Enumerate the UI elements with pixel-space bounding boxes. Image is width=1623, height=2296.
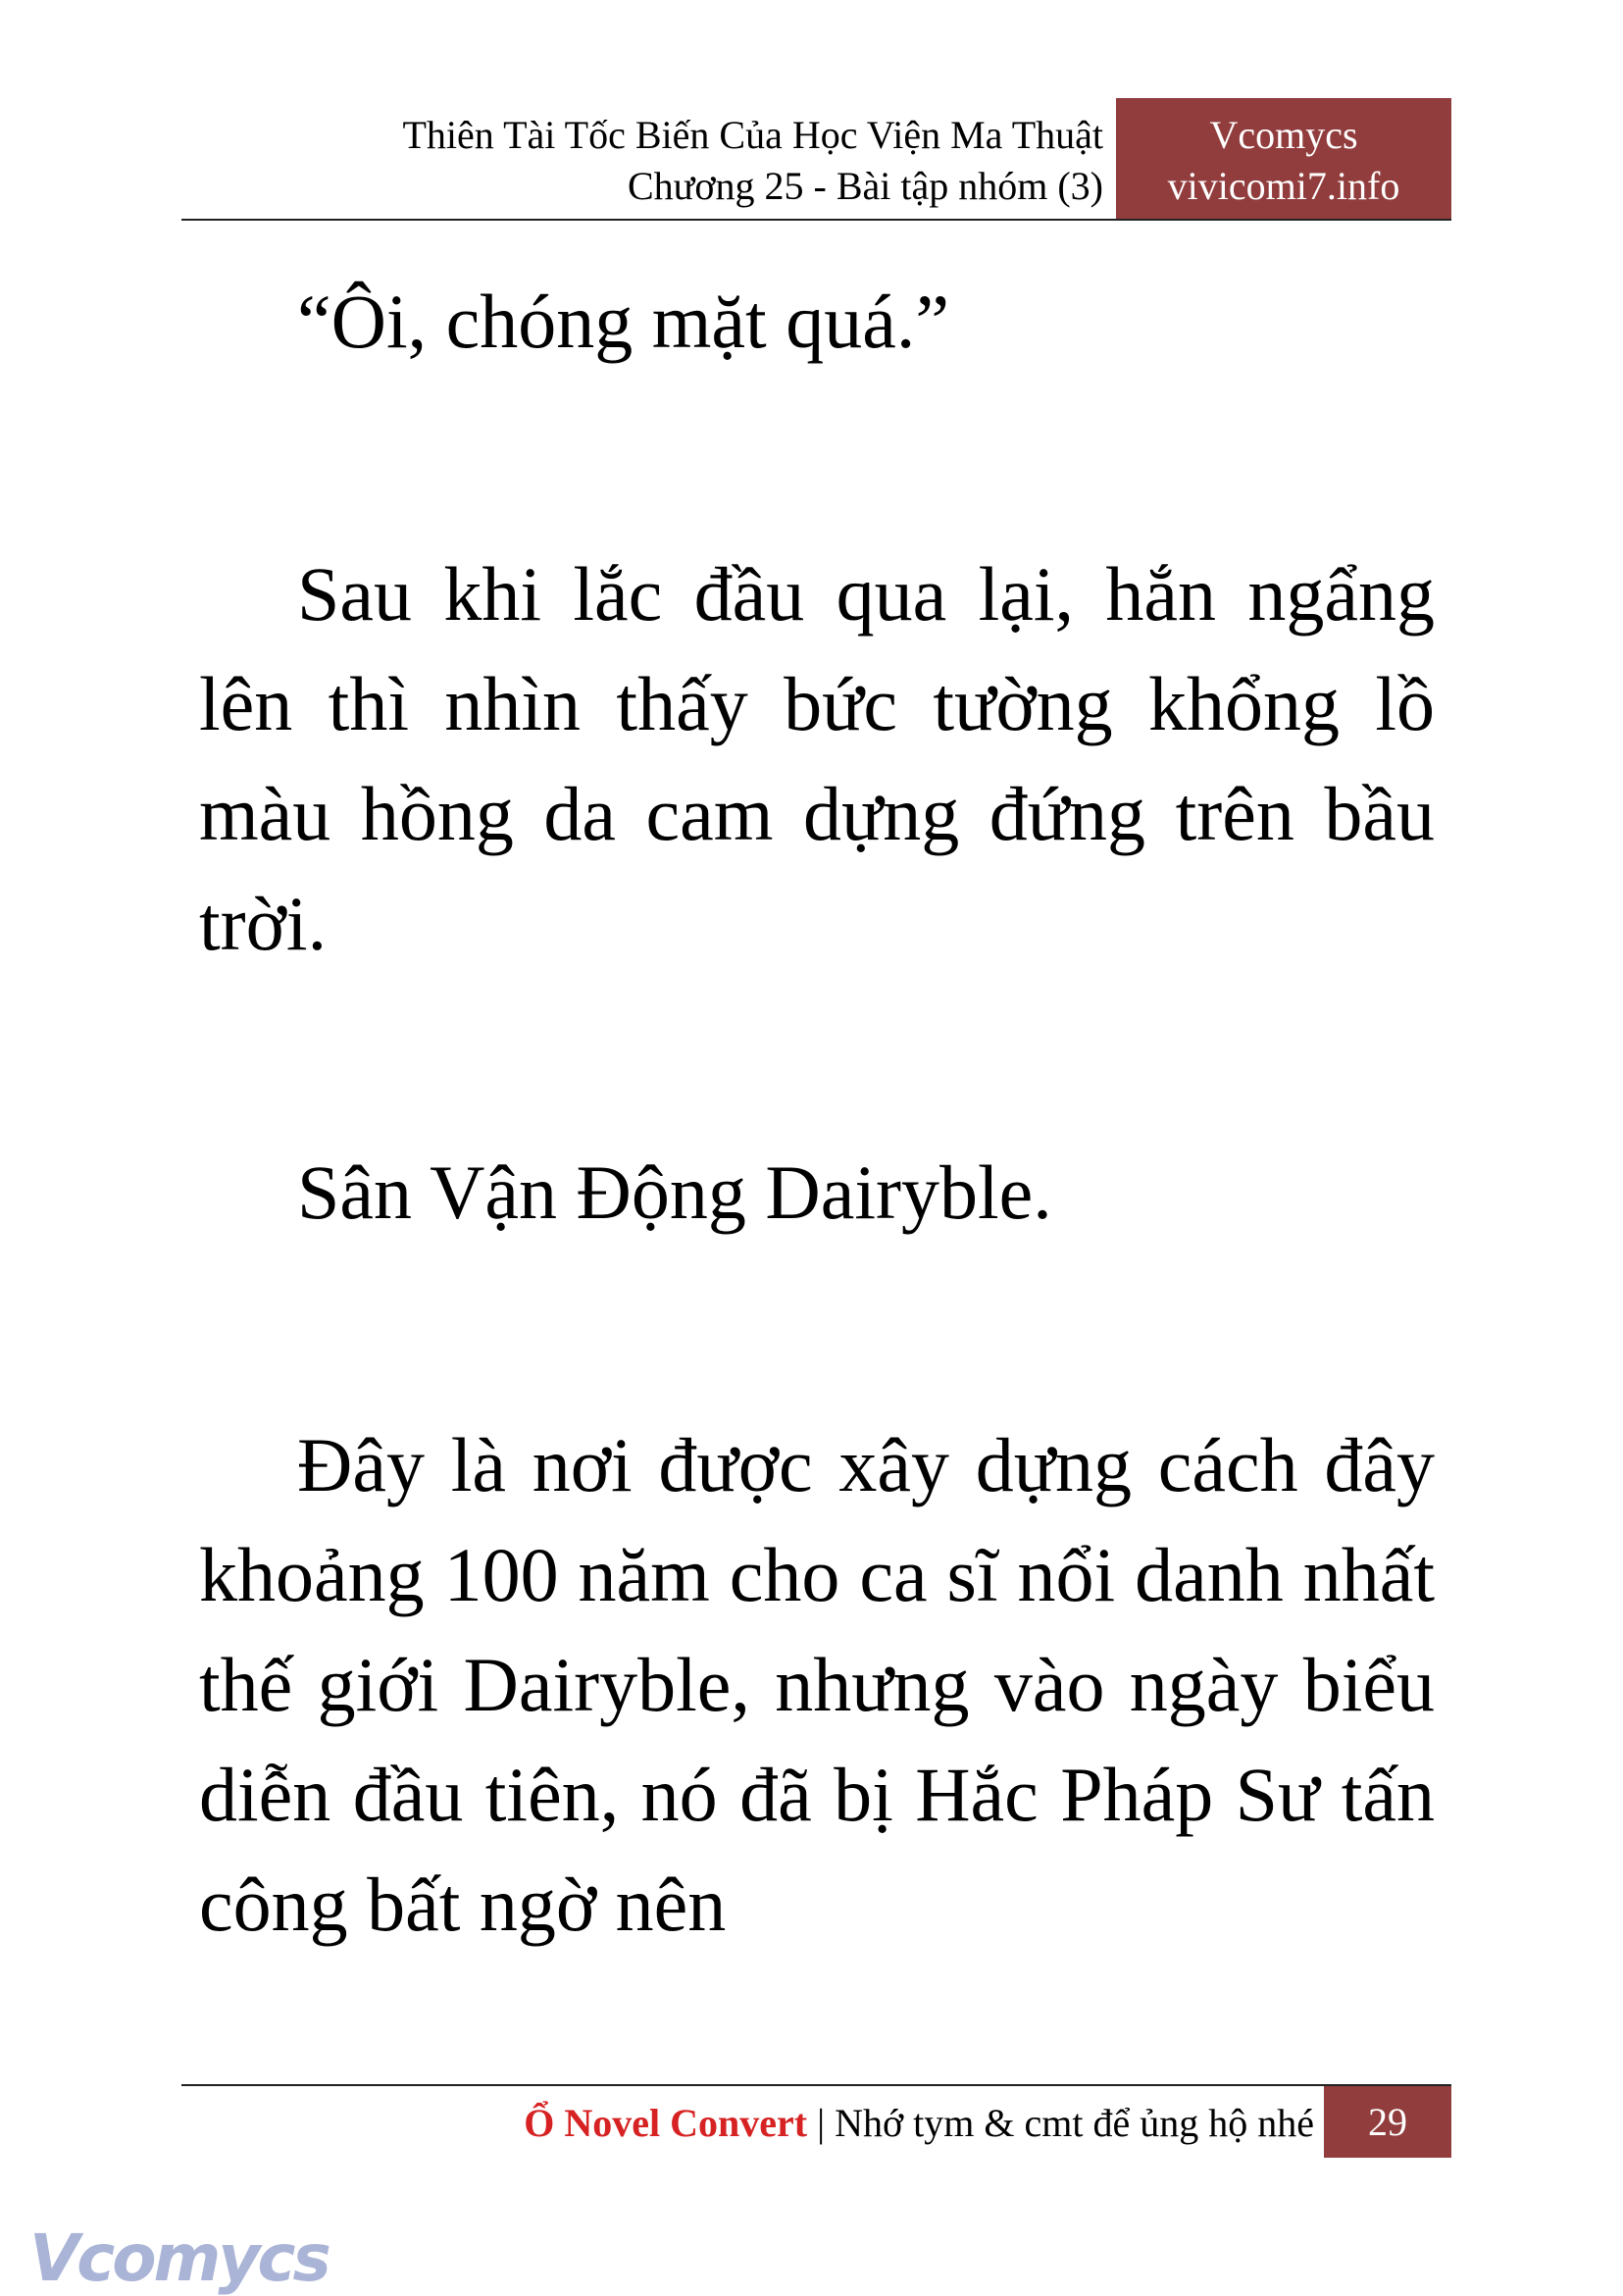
site-name: Vcomycs <box>1209 113 1358 157</box>
paragraph-1: “Ôi, chóng mặt quá.” <box>297 279 949 364</box>
site-badge <box>1116 98 1451 219</box>
footer-separator: | <box>817 2101 826 2145</box>
chapter-title: Chương 25 - Bài tập nhóm (3) <box>628 164 1103 208</box>
footer-message: Nhớ tym & cmt để ủng hộ nhé <box>835 2101 1314 2145</box>
paragraph-2: Sau khi lắc đầu qua lại, hắn ngẩng lên thì nhìn thấy bức tường khổng lồ màu hồng da cam dựng đứng trên bầu trời. <box>199 551 1435 966</box>
paragraph-4: Đây là nơi được xây dựng cách đây khoảng 100 năm cho ca sĩ nổi danh nhất thế giới Dairyble, nhưng vào ngày biểu diễn đầu tiên, nó đã bị Hắc Pháp Sư tấn công bất ngờ nên <box>199 1422 1435 1947</box>
site-url: vivicomi7.info <box>1167 164 1400 208</box>
paragraph-3: Sân Vận Động Dairyble. <box>297 1149 1052 1235</box>
page-header <box>181 98 1451 221</box>
book-title: Thiên Tài Tốc Biến Của Học Viện Ma Thuật <box>402 113 1103 157</box>
watermark-logo: Vcomycs <box>29 2220 329 2296</box>
footer-text <box>524 2098 1314 2149</box>
header-titles <box>181 110 1103 212</box>
footer-brand: Ổ Novel Convert <box>524 2101 808 2145</box>
page-number: 29 <box>1324 2086 1451 2158</box>
page-footer <box>181 2084 1451 2158</box>
